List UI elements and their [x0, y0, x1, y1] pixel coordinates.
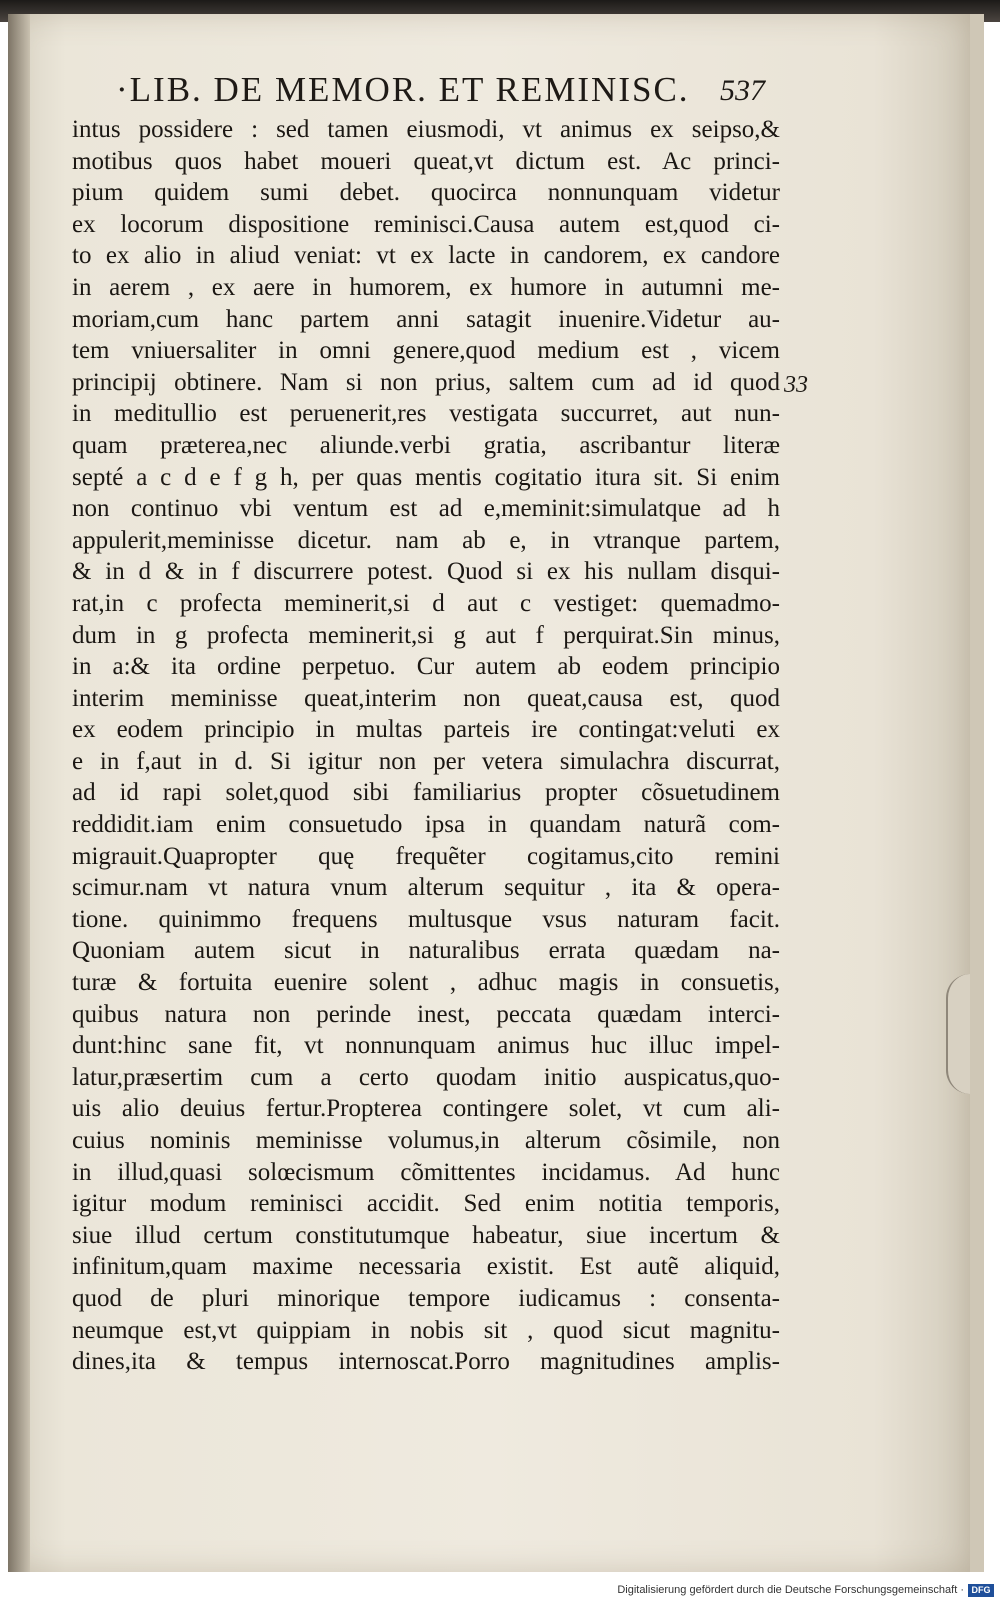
text-line: e in f,aut in d. Si igitur non per vetera simulachra discurrat,: [72, 747, 780, 775]
text-line: quibus natura non perinde inest, peccata quædam interci-: [72, 1000, 780, 1028]
text-line: rat,in c profecta meminerit,si d aut c vestiget: quemadmo-: [72, 589, 780, 617]
text-line: tem vniuersaliter in omni genere,quod medium est , vicem: [72, 337, 780, 365]
text-line: motibus quos habet moueri queat,vt dictum est. Ac princi-: [72, 147, 780, 175]
text-line: dum in g profecta meminerit,si g aut f perquirat.Sin minus,: [72, 621, 780, 649]
text-line: dunt:hinc sane fit, vt nonnunquam animus huc illuc impel-: [72, 1032, 780, 1060]
text-line: infinitum,quam maxime necessaria existit. Est autẽ aliquid,: [72, 1253, 780, 1281]
fore-edge-tab: [946, 974, 970, 1094]
text-line: quod de pluri minorique tempore iudicamus : consenta-: [72, 1284, 780, 1312]
text-line: ex eodem principio in multas parteis ire contingat:veluti ex: [72, 716, 780, 744]
text-line: neumque est,vt quippiam in nobis sit , quod sicut magnitu-: [72, 1316, 780, 1344]
text-line: in illud,quasi solœcismum cõmittentes incidamus. Ad hunc: [72, 1158, 780, 1186]
text-line: turæ & fortuita euenire solent , adhuc magis in consuetis,: [72, 969, 780, 997]
text-line: in a:& ita ordine perpetuo. Cur autem ab eodem principio: [72, 653, 780, 681]
text-line: non continuo vbi ventum est ad e,meminit:simulatque ad h: [72, 495, 780, 523]
text-block: [72, 114, 780, 1378]
text-line: appulerit,meminisse dicetur. nam ab e, in vtranque partem,: [72, 526, 780, 554]
text-line: reddidit.iam enim consuetudo ipsa in quandam naturã com-: [72, 811, 780, 839]
text-line: cuius nominis meminisse volumus,in alterum cõsimile, non: [72, 1127, 780, 1154]
text-line: latur,præsertim cum a certo quodam initio auspicatus,quo-: [72, 1063, 780, 1091]
text-line: migrauit.Quapropter quę frequẽter cogitamus,cito remini: [72, 842, 780, 870]
text-line: moriam,cum hanc partem anni satagit inuenire.Videtur au-: [72, 305, 780, 333]
text-line: igitur modum reminisci accidit. Sed enim notitia temporis,: [72, 1190, 780, 1218]
text-line: siue illud certum constitutumque habeatur, siue incertum &: [72, 1221, 780, 1249]
text-line: quam præterea,nec aliunde.verbi gratia, ascribantur literæ: [72, 431, 780, 459]
text-line: intus possidere : sed tamen eiusmodi, vt animus ex seipso,&: [72, 116, 780, 143]
book-page: [8, 14, 984, 1572]
text-line: ad id rapi solet,quod sibi familiarius propter cõsuetudinem: [72, 779, 780, 807]
text-line: uis alio deuius fertur.Propterea contingere solet, vt cum ali-: [72, 1095, 780, 1123]
text-line: dines,ita & tempus internoscat.Porro magnitudines amplis-: [72, 1348, 780, 1376]
text-line: in meditullio est peruenerit,res vestigata succurret, aut nun-: [72, 400, 780, 428]
text-line: ex locorum dispositione reminisci.Causa autem est,quod ci-: [72, 210, 780, 238]
marginal-number: 33: [784, 372, 808, 398]
dfg-logo: DFG: [968, 1584, 994, 1597]
text-line: scimur.nam vt natura vnum alterum sequitur , ita & opera-: [72, 874, 780, 902]
text-line: in aerem , ex aere in humorem, ex humore in autumni me-: [72, 273, 780, 301]
text-line: & in d & in f discurrere potest. Quod si ex his nullam disqui-: [72, 558, 780, 586]
page-number: 537: [720, 74, 765, 107]
binding-gutter: [8, 14, 30, 1572]
text-line: Quoniam autem sicut in naturalibus errata quædam na-: [72, 937, 780, 965]
text-line: to ex alio in aliud veniat: vt ex lacte in candorem, ex candore: [72, 242, 780, 270]
digitization-credit: Digitalisierung gefördert durch die Deutsche Forschungsgemeinschaft ·: [617, 1584, 964, 1596]
text-line: pium quidem sumi debet. quocirca nonnunquam videtur: [72, 179, 780, 207]
text-line: interim meminisse queat,interim non queat,causa est, quod: [72, 684, 780, 712]
running-head: ·LIB. DE MEMOR. ET REMINISC.: [116, 70, 690, 109]
text-line: tione. quinimmo frequens multusque vsus naturam facit.: [72, 905, 780, 933]
text-line: septé a c d e f g h, per quas mentis cogitatio itura sit. Si enim: [72, 463, 780, 491]
text-line: principij obtinere. Nam si non prius, saltem cum ad id quod: [72, 368, 780, 396]
